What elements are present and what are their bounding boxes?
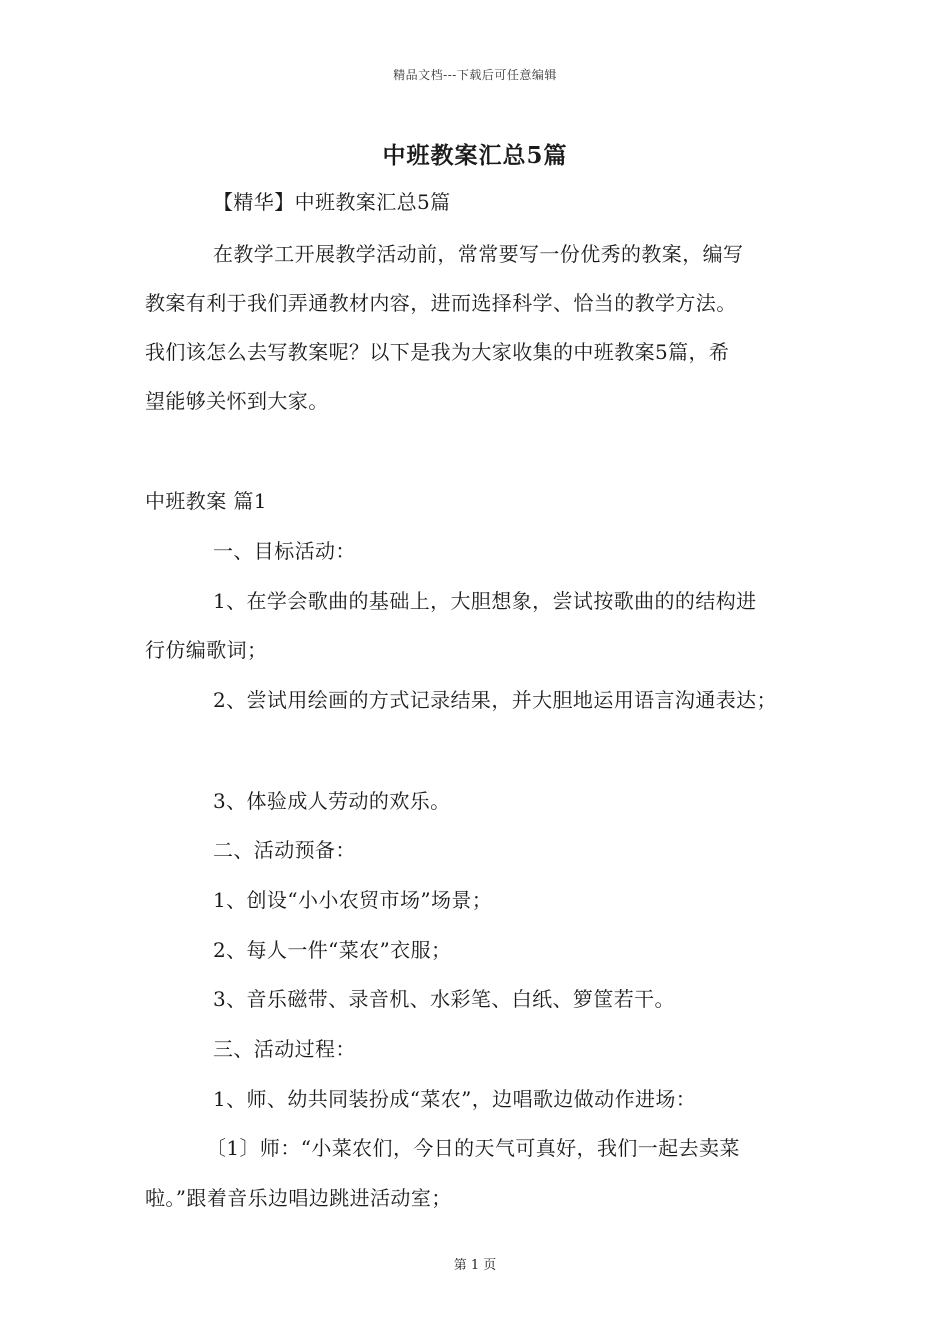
- subheading-line: 三、活动过程：: [213, 1037, 356, 1061]
- paragraph-line: 望能够关怀到大家。: [145, 389, 329, 413]
- paragraph-line: 2、每人一件“菜农”衣服；: [213, 938, 452, 962]
- paragraph-line: 啦。”跟着音乐边唱边跳进活动室；: [145, 1186, 452, 1210]
- paragraph-line: 3、音乐磁带、录音机、水彩笔、白纸、箩筐若干。: [213, 987, 675, 1011]
- paragraph-line: 〔1〕师：“小菜农们，今日的天气可真好，我们一起去卖菜: [206, 1136, 740, 1160]
- section-heading: 中班教案 篇1: [145, 489, 267, 513]
- paragraph-line: 在教学工开展教学活动前，常常要写一份优秀的教案，编写: [213, 242, 744, 266]
- subheading-line: 二、活动预备：: [213, 838, 356, 862]
- paragraph-line: 我们该怎么去写教案呢？以下是我为大家收集的中班教案5篇，希: [145, 340, 730, 364]
- paragraph-line: 教案有利于我们弄通教材内容，进而选择科学、恰当的教学方法。: [145, 291, 737, 315]
- paragraph-line: 3、体验成人劳动的欢乐。: [213, 789, 451, 813]
- subheading-line: 一、目标活动：: [213, 539, 356, 563]
- paragraph-line: 1、师、幼共同装扮成“菜农”，边唱歌边做动作进场：: [213, 1087, 697, 1111]
- paragraph-line: 2、尝试用绘画的方式记录结果，并大胆地运用语言沟通表达；: [213, 688, 777, 712]
- subtitle-line: 【精华】中班教案汇总5篇: [213, 190, 451, 214]
- paragraph-line: 1、在学会歌曲的基础上，大胆想象，尝试按歌曲的的结构进: [213, 589, 757, 613]
- paragraph-line: 1、创设“小小农贸市场”场景；: [213, 888, 493, 912]
- document-title: 中班教案汇总5篇: [382, 142, 568, 169]
- page-number: 第 1 页: [453, 1258, 497, 1273]
- page-header: 精品文档---下载后可任意编辑: [393, 68, 557, 82]
- paragraph-line: 行仿编歌词；: [145, 638, 268, 662]
